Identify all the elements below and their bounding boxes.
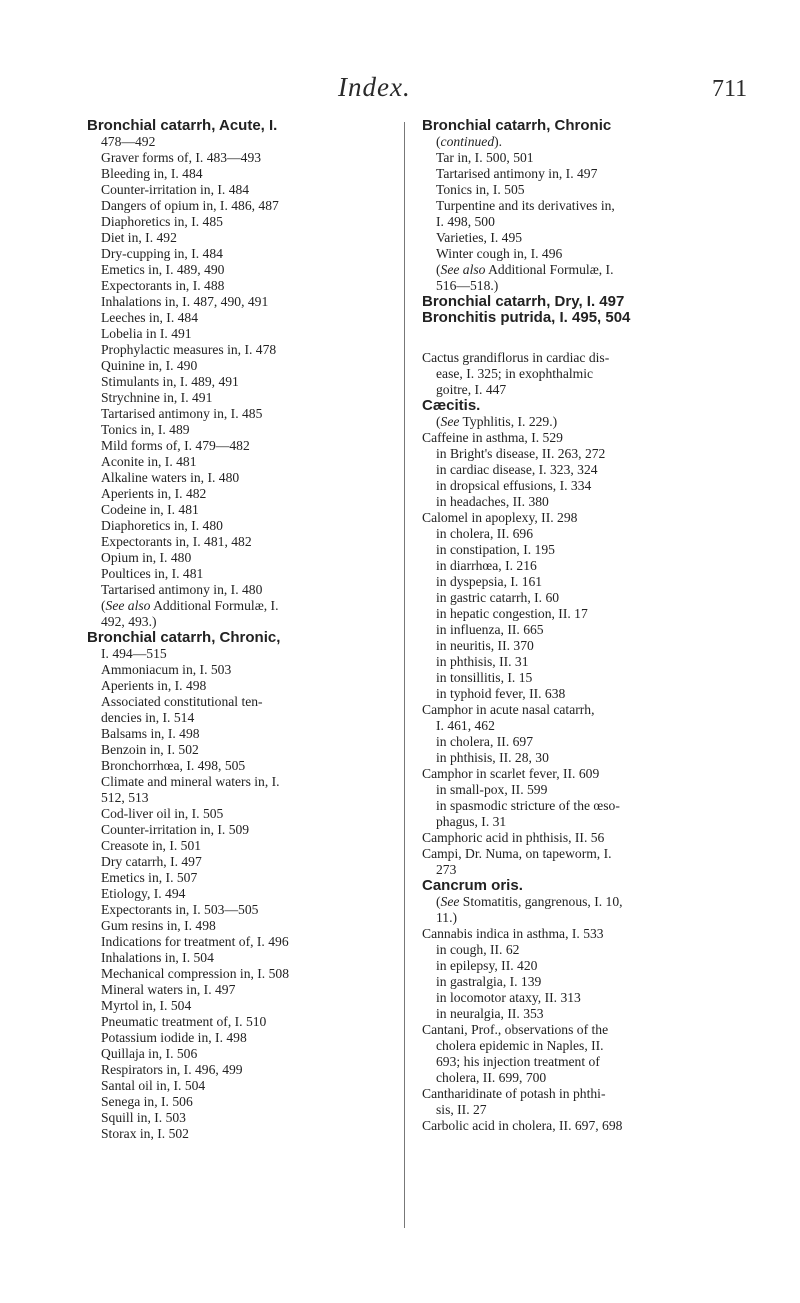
index-entry: Quillaja in, I. 506: [101, 1046, 198, 1061]
index-entry: in phthisis, II. 28, 30: [436, 750, 549, 765]
index-entry: Tar in, I. 500, 501: [436, 150, 534, 165]
index-entry: Tonics in, I. 489: [101, 422, 190, 437]
entry-italic: See: [440, 414, 460, 429]
index-entry: in neuritis, II. 370: [436, 638, 534, 653]
index-entry: Benzoin in, I. 502: [101, 742, 199, 757]
index-entry: 512, 513: [101, 790, 149, 805]
index-entry: in gastric catarrh, I. 60: [436, 590, 560, 605]
index-entry: cholera epidemic in Naples, II.: [436, 1038, 604, 1053]
page-number: 711: [712, 76, 748, 102]
index-entry: Balsams in, I. 498: [101, 726, 200, 741]
index-entry: in influenza, II. 665: [436, 622, 544, 637]
index-entry: Aperients in, I. 482: [101, 486, 207, 501]
index-entry: [422, 414, 714, 430]
index-entry: Dry-cupping in, I. 484: [101, 246, 223, 261]
entry-text: Additional Formulæ, I.: [485, 262, 614, 277]
entry-text: Stomatitis, gangrenous, I. 10,: [459, 894, 623, 909]
index-entry: 492, 493.): [101, 614, 157, 629]
index-entry: Dry catarrh, I. 497: [101, 854, 202, 869]
index-entry: cholera, II. 699, 700: [436, 1070, 547, 1085]
index-entry: Expectorants in, I. 488: [101, 278, 225, 293]
index-entry: Turpentine and its derivatives in,: [436, 198, 615, 213]
index-entry: Cantani, Prof., observations of the: [422, 1022, 609, 1037]
index-entry: Diaphoretics in, I. 480: [101, 518, 223, 533]
index-entry: in dropsical effusions, I. 334: [436, 478, 592, 493]
entry-italic: See: [440, 894, 460, 909]
page-header: [0, 70, 800, 110]
index-entry: Cantharidinate of potash in phthi-: [422, 1086, 606, 1101]
spacer: [422, 326, 714, 350]
index-entry: in cough, II. 62: [436, 942, 520, 957]
index-entry: in hepatic congestion, II. 17: [436, 606, 588, 621]
entry-prefix: (: [436, 134, 441, 149]
entry-text: Additional Formulæ, I.: [150, 598, 279, 613]
index-entry: in dyspepsia, I. 161: [436, 574, 543, 589]
column-divider: [404, 122, 405, 1228]
index-entry: Leeches in, I. 484: [101, 310, 199, 325]
index-entry: Lobelia in I. 491: [101, 326, 192, 341]
index-entry: Bleeding in, I. 484: [101, 166, 203, 181]
index-entry: Counter-irritation in, I. 484: [101, 182, 250, 197]
index-entry: in cholera, II. 697: [436, 734, 534, 749]
index-entry: I. 461, 462: [436, 718, 495, 733]
index-entry: ease, I. 325; in exophthalmic: [436, 366, 594, 381]
index-entry: I. 494—515: [101, 646, 167, 661]
index-entry: [422, 262, 714, 278]
index-heading: Bronchial catarrh, Dry, I. 497: [422, 293, 625, 310]
index-entry: in typhoid fever, II. 638: [436, 686, 566, 701]
index-entry: in small-pox, II. 599: [436, 782, 548, 797]
index-entry: 273: [436, 862, 457, 877]
entry-italic: See also: [440, 262, 486, 277]
entry-text: Typhlitis, I. 229.): [459, 414, 558, 429]
index-entry: Campi, Dr. Numa, on tapeworm, I.: [422, 846, 612, 861]
index-entry: sis, II. 27: [436, 1102, 487, 1117]
index-entry: in constipation, I. 195: [436, 542, 555, 557]
index-entry: 516—518.): [436, 278, 499, 293]
index-entry: Ammoniacum in, I. 503: [101, 662, 232, 677]
index-entry: Mechanical compression in, I. 508: [101, 966, 289, 981]
index-entry: [422, 894, 714, 910]
index-entry: Climate and mineral waters in, I.: [101, 774, 280, 789]
index-entry: in gastralgia, I. 139: [436, 974, 542, 989]
index-entry: Etiology, I. 494: [101, 886, 186, 901]
index-entry: Creasote in, I. 501: [101, 838, 202, 853]
index-entry: 693; his injection treatment of: [436, 1054, 600, 1069]
index-entry: Dangers of opium in, I. 486, 487: [101, 198, 279, 213]
index-entry: Cannabis indica in asthma, I. 533: [422, 926, 604, 941]
index-entry: Respirators in, I. 496, 499: [101, 1062, 243, 1077]
index-entry: in epilepsy, II. 420: [436, 958, 538, 973]
index-entry: Poultices in, I. 481: [101, 566, 204, 581]
entry-italic: See also: [105, 598, 151, 613]
index-entry: in headaches, II. 380: [436, 494, 549, 509]
index-heading: Cancrum oris.: [422, 877, 523, 894]
index-entry: Varieties, I. 495: [436, 230, 523, 245]
entry-text: ).: [494, 134, 503, 149]
index-column-right: [422, 118, 714, 1134]
index-entry: Inhalations in, I. 487, 490, 491: [101, 294, 269, 309]
index-entry: Tartarised antimony in, I. 497: [436, 166, 598, 181]
index-entry: in cardiac disease, I. 323, 324: [436, 462, 598, 477]
index-entry: in spasmodic stricture of the œso-: [436, 798, 620, 813]
index-entry: in neuralgia, II. 353: [436, 1006, 544, 1021]
index-entry: Camphor in acute nasal catarrh,: [422, 702, 595, 717]
index-entry: Strychnine in, I. 491: [101, 390, 213, 405]
index-entry: Senega in, I. 506: [101, 1094, 193, 1109]
index-heading: Bronchial catarrh, Acute, I.: [87, 117, 278, 134]
index-entry: Santal oil in, I. 504: [101, 1078, 206, 1093]
index-entry: Bronchorrhœa, I. 498, 505: [101, 758, 246, 773]
index-entry: Inhalations in, I. 504: [101, 950, 214, 965]
index-entry: in diarrhœa, I. 216: [436, 558, 537, 573]
index-entry: in phthisis, II. 31: [436, 654, 529, 669]
index-entry: Camphoric acid in phthisis, II. 56: [422, 830, 605, 845]
index-entry: in tonsillitis, I. 15: [436, 670, 533, 685]
index-entry: Mineral waters in, I. 497: [101, 982, 236, 997]
index-entry: Indications for treatment of, I. 496: [101, 934, 289, 949]
index-entry: Squill in, I. 503: [101, 1110, 186, 1125]
index-entry: Stimulants in, I. 489, 491: [101, 374, 239, 389]
index-entry: Calomel in apoplexy, II. 298: [422, 510, 578, 525]
index-entry: Cod-liver oil in, I. 505: [101, 806, 224, 821]
running-title: Index.: [338, 72, 411, 102]
index-entry: Mild forms of, I. 479—482: [101, 438, 250, 453]
index-entry: Storax in, I. 502: [101, 1126, 189, 1141]
index-entry: Aperients in, I. 498: [101, 678, 207, 693]
index-entry: Myrtol in, I. 504: [101, 998, 192, 1013]
index-entry: Opium in, I. 480: [101, 550, 192, 565]
index-entry: Tartarised antimony in, I. 485: [101, 406, 263, 421]
entry-prefix: (: [436, 414, 441, 429]
index-entry: Camphor in scarlet fever, II. 609: [422, 766, 600, 781]
index-entry: Expectorants in, I. 503—505: [101, 902, 259, 917]
index-entry: Cactus grandiflorus in cardiac dis-: [422, 350, 610, 365]
entry-prefix: (: [101, 598, 106, 613]
index-column-left: [87, 118, 379, 1142]
index-entry: Quinine in, I. 490: [101, 358, 198, 373]
index-entry: goitre, I. 447: [436, 382, 507, 397]
index-entry: Emetics in, I. 507: [101, 870, 198, 885]
index-heading: Bronchial catarrh, Chronic: [422, 117, 612, 134]
index-entry: Tonics in, I. 505: [436, 182, 525, 197]
index-entry: [422, 134, 714, 150]
index-entry: Potassium iodide in, I. 498: [101, 1030, 247, 1045]
index-entry: Pneumatic treatment of, I. 510: [101, 1014, 267, 1029]
index-entry: in Bright's disease, II. 263, 272: [436, 446, 606, 461]
index-entry: Carbolic acid in cholera, II. 697, 698: [422, 1118, 623, 1133]
index-entry: Diet in, I. 492: [101, 230, 177, 245]
index-entry: Caffeine in asthma, I. 529: [422, 430, 563, 445]
index-entry: Counter-irritation in, I. 509: [101, 822, 250, 837]
index-entry: [87, 598, 379, 614]
index-entry: Associated constitutional ten-: [101, 694, 263, 709]
index-entry: Gum resins in, I. 498: [101, 918, 216, 933]
index-entry: Emetics in, I. 489, 490: [101, 262, 225, 277]
index-entry: Tartarised antimony in, I. 480: [101, 582, 263, 597]
index-entry: dencies in, I. 514: [101, 710, 195, 725]
index-entry: phagus, I. 31: [436, 814, 507, 829]
index-heading: Cæcitis.: [422, 397, 481, 414]
entry-prefix: (: [436, 262, 441, 277]
index-entry: I. 498, 500: [436, 214, 495, 229]
entry-italic: continued: [440, 134, 495, 149]
index-entry: in locomotor ataxy, II. 313: [436, 990, 581, 1005]
index-entry: Aconite in, I. 481: [101, 454, 197, 469]
index-entry: 478—492: [101, 134, 156, 149]
index-entry: Winter cough in, I. 496: [436, 246, 563, 261]
index-entry: Graver forms of, I. 483—493: [101, 150, 262, 165]
index-entry: Prophylactic measures in, I. 478: [101, 342, 277, 357]
index-entry: Expectorants in, I. 481, 482: [101, 534, 252, 549]
index-heading: Bronchitis putrida, I. 495, 504: [422, 309, 631, 326]
index-entry: 11.): [436, 910, 458, 925]
index-entry: Diaphoretics in, I. 485: [101, 214, 223, 229]
index-entry: Codeine in, I. 481: [101, 502, 199, 517]
index-entry: in cholera, II. 696: [436, 526, 534, 541]
entry-prefix: (: [436, 894, 441, 909]
index-entry: Alkaline waters in, I. 480: [101, 470, 240, 485]
index-heading: Bronchial catarrh, Chronic,: [87, 629, 281, 646]
